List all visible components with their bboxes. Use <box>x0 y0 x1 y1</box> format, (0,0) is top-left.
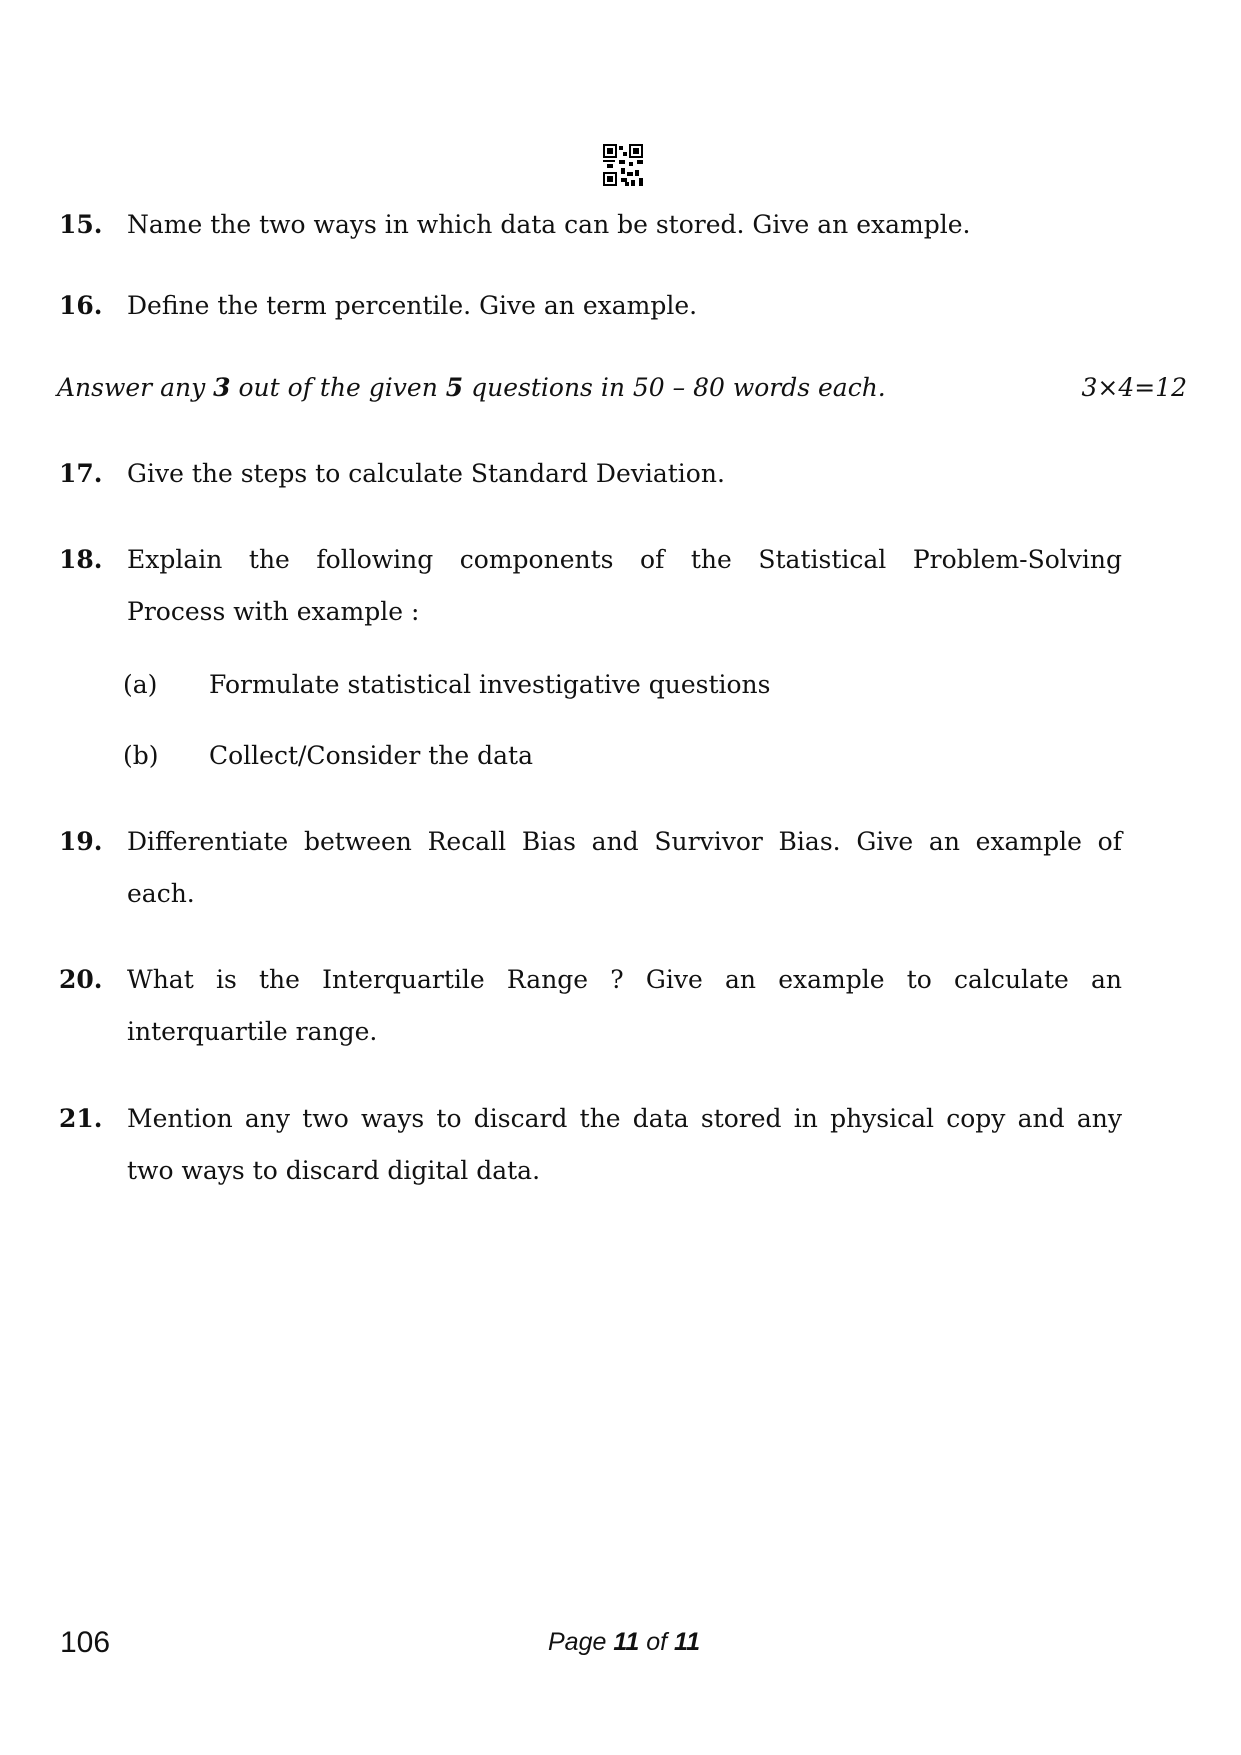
subpart-label: (a) <box>123 670 158 699</box>
question-text: What is the Interquartile Range ? Give an example to calculate an <box>127 965 1122 994</box>
instruction-count: 3 <box>213 373 231 402</box>
page-number <box>548 1628 700 1657</box>
question-text: Differentiate between Recall Bias and Survivor Bias. Give an example of <box>127 827 1122 856</box>
question-text: two ways to discard digital data. <box>127 1156 541 1185</box>
page-sep: of <box>639 1628 675 1656</box>
question-text: Mention any two ways to discard the data stored in physical copy and any <box>127 1104 1122 1133</box>
question-number: 20. <box>59 965 103 994</box>
page-prefix: Page <box>548 1628 614 1656</box>
question-text: Define the term percentile. Give an example. <box>127 291 698 320</box>
question-number: 15. <box>59 210 103 239</box>
question-text: each. <box>127 879 195 908</box>
qr-code-icon <box>603 144 643 186</box>
instruction-part: Answer any <box>57 373 214 402</box>
instruction-part: out of the given <box>230 373 446 402</box>
page-current: 11 <box>613 1628 640 1656</box>
paper-code: 106 <box>60 1626 111 1659</box>
question-number: 19. <box>59 827 103 856</box>
subpart-text: Collect/Consider the data <box>209 741 533 770</box>
question-text: Process with example : <box>127 597 420 626</box>
section-marks: 3×4=12 <box>1081 373 1187 402</box>
question-number: 21. <box>59 1104 103 1133</box>
question-text: interquartile range. <box>127 1017 378 1046</box>
question-number: 16. <box>59 291 103 320</box>
subpart-label: (b) <box>123 741 159 770</box>
instruction-text <box>57 373 886 402</box>
question-text: Explain the following components of the Statistical Problem-Solving <box>127 545 1122 574</box>
page-total: 11 <box>674 1628 700 1656</box>
question-number: 17. <box>59 459 103 488</box>
instruction-total: 5 <box>445 373 464 402</box>
instruction-part: questions in 50 – 80 words each. <box>463 373 886 402</box>
subpart-text: Formulate statistical investigative questions <box>209 670 771 699</box>
question-text: Give the steps to calculate Standard Deviation. <box>127 459 725 488</box>
question-text: Name the two ways in which data can be stored. Give an example. <box>127 210 971 239</box>
question-number: 18. <box>59 545 103 574</box>
